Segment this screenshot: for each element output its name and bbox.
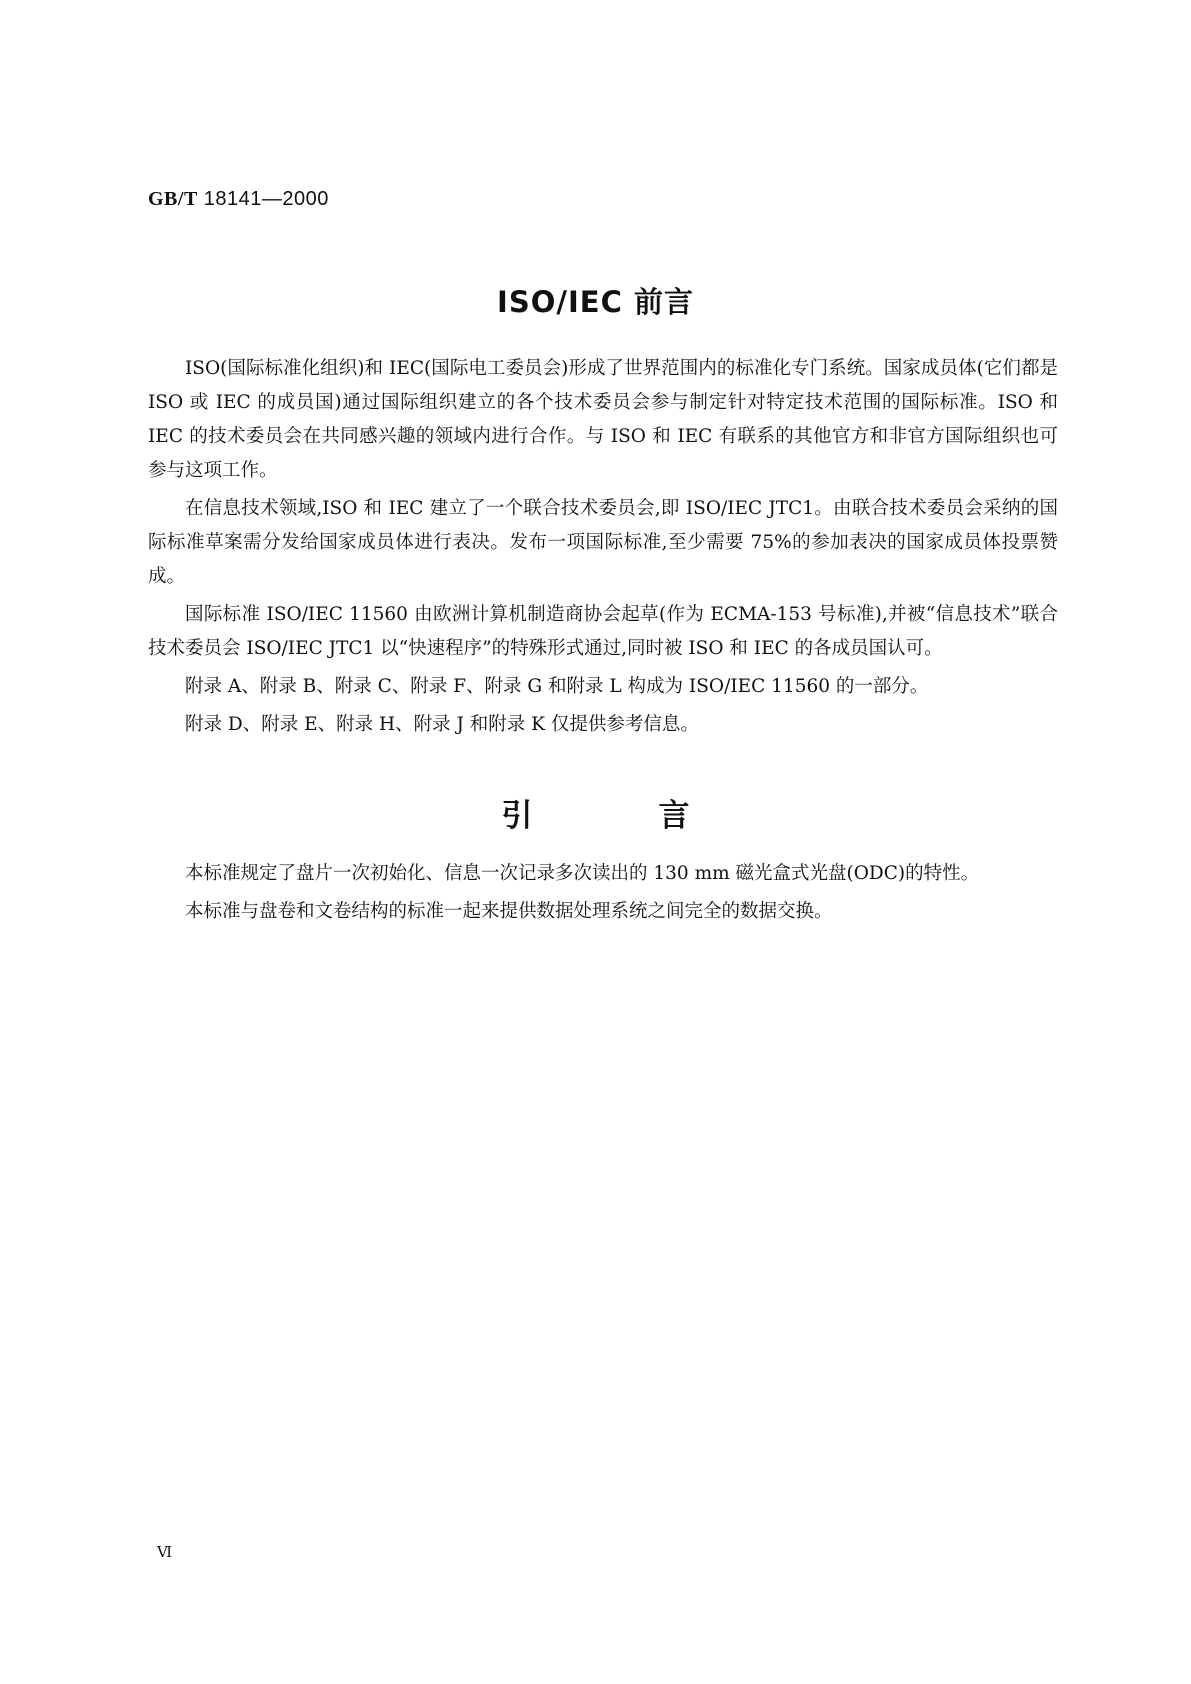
foreword-paragraph: 附录 D、附录 E、附录 H、附录 J 和附录 K 仅提供参考信息。 <box>185 714 699 735</box>
page-number: Ⅵ <box>157 1543 173 1561</box>
foreword-paragraph: 国际标准 ISO/IEC 11560 由欧洲计算机制造商协会起草(作为 ECMA-153 号标准),并被“信息技术”联合技术委员会 ISO/IEC JTC1 以“快速程序”的特殊形式通过,同时被 ISO 和 IEC 的各成员国认可。 <box>148 604 1058 659</box>
foreword-paragraph: 附录 A、附录 B、附录 C、附录 F、附录 G 和附录 L 构成为 ISO/IEC 11560 的一部分。 <box>185 676 929 697</box>
introduction-paragraph: 本标准与盘卷和文卷结构的标准一起来提供数据处理系统之间完全的数据交换。 <box>185 901 833 922</box>
standard-code: GB/T <box>148 188 198 210</box>
introduction-title: 引言 <box>501 798 816 834</box>
introduction-paragraph: 本标准规定了盘片一次初始化、信息一次记录多次读出的 130 mm 磁光盒式光盘(ODC)的特性。 <box>185 863 980 884</box>
foreword-paragraph: 在信息技术领域,ISO 和 IEC 建立了一个联合技术委员会,即 ISO/IEC JTC1。由联合技术委员会采纳的国际标准草案需分发给国家成员体进行表决。发布一项国际标准,至少需要 75%的参加表决的国家成员体投票赞成。 <box>148 498 1058 587</box>
standard-number: 18141—2000 <box>203 188 329 210</box>
standard-number-header <box>148 186 329 211</box>
foreword-paragraph: ISO(国际标准化组织)和 IEC(国际电工委员会)形成了世界范围内的标准化专门系统。国家成员体(它们都是 ISO 或 IEC 的成员国)通过国际组织建立的各个技术委员会参与制定针对特定技术范围的国际标准。ISO 和 IEC 的技术委员会在共同感兴趣的领域内进行合作。与 ISO 和 IEC 有联系的其他官方和非官方国际组织也可参与这项工作。 <box>148 358 1058 481</box>
foreword-title: ISO/IEC 前言 <box>497 285 694 319</box>
introduction-body <box>148 857 1058 933</box>
foreword-body <box>148 352 1058 746</box>
